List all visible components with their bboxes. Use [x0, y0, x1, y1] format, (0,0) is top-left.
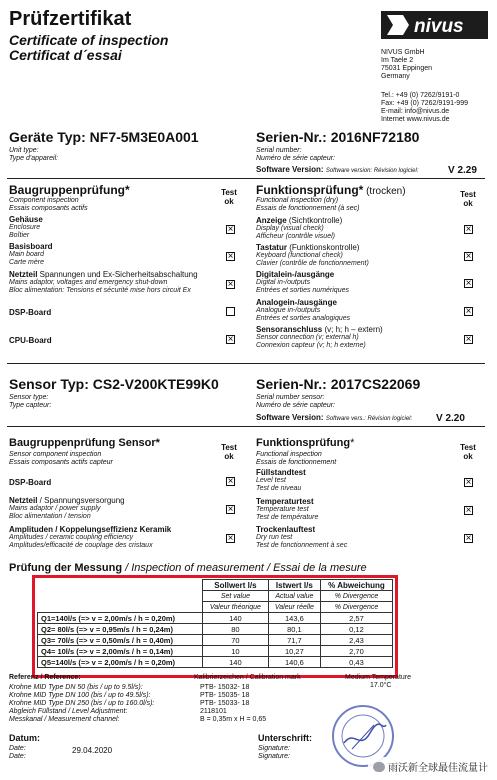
- function-item-digital: Digitalein-/ausgänge Digital in-/outputs Entrées et sorties numériques: [256, 270, 349, 294]
- checkbox-analogue[interactable]: [464, 307, 473, 316]
- assembly-test-header: Test ok: [221, 188, 237, 206]
- device-serial: Serien-Nr.: 2016NF72180: [256, 129, 420, 145]
- assembly-item-cpu: CPU-Board: [9, 336, 52, 345]
- checkbox-sensor-dsp[interactable]: [226, 477, 235, 486]
- watermark: 雨沃新全球最佳流量计: [368, 757, 493, 776]
- assembly-title: Baugruppenprüfung*: [9, 183, 130, 197]
- function-item-display: Anzeige (Sichtkontrolle) Display (visual check) Afficheur (contrôle visuel): [256, 216, 343, 240]
- col-header-set: Sollwert l/s: [203, 580, 269, 591]
- company-contact: Tel.: +49 (0) 7262/9191-0 Fax: +49 (0) 7262/9191-999 E-mail: info@nivus.de Internet www.nivus.de: [381, 92, 468, 123]
- device-serial-sub: Serial number: Numéro de série capteur:: [256, 147, 335, 162]
- function-sub: Functional inspection (dry) Essais de fonctionnement (à sec): [256, 197, 360, 212]
- checkbox-sensor-connection[interactable]: [464, 335, 473, 344]
- calibration-head: Kalibrierzeichen / Calibration mark: [194, 674, 301, 681]
- sensor-serial-sub: Serial number sensor: Numéro de série capteur:: [256, 394, 335, 409]
- device-type: Geräte Typ: NF7-5M3E0A001: [9, 129, 199, 145]
- checkbox-cpu[interactable]: [226, 335, 235, 344]
- measurement-title: Prüfung der Messung / Inspection of measurement / Essai de la mesure: [9, 562, 367, 574]
- reference-list: Krohne MID Type DN 50 (bis / up to 9.5l/s): Krohne MID Type DN 100 (bis / up to 49.5l/s): Krohne MID Type DN 250 (bis / up to 160.0l/s): Abgleich Füllstand / Level Adjustment: Messkanal / Measurement channel:: [9, 684, 155, 723]
- table-subheader-row: Set value Actual value % Divergence: [38, 591, 393, 602]
- sensor-assembly-item-power: Netzteil / Spannungsversorgung Mains adaptor / power supply Bloc alimentation / tension: [9, 496, 125, 520]
- checkbox-sensor-power[interactable]: [226, 505, 235, 514]
- checkbox-level-test[interactable]: [464, 478, 473, 487]
- checkbox-dsp[interactable]: [226, 307, 235, 316]
- signature-label: Unterschrift:: [258, 733, 313, 743]
- sensor-type: Sensor Typ: CS2-V200KTE99K0: [9, 376, 219, 392]
- sensor-assembly-sub: Sensor component inspection Essais composants actifs capteur: [9, 451, 113, 466]
- function-item-keyboard: Tastatur (Funktionskontrolle) Keyboard (functional check) Clavier (contrôle de fonctionnement): [256, 243, 369, 267]
- reference-head: Referenz / Reference:: [9, 674, 81, 681]
- highlight-frame: [32, 575, 398, 678]
- checkbox-power[interactable]: [226, 280, 235, 289]
- sensor-assembly-item-amplitudes: Amplituden / Koppelungseffizienz Keramik Amplitudes / ceramic coupling efficiency Amplitudes/efficacité de couplage des cristaux: [9, 525, 172, 549]
- function-test-header: Test ok: [460, 190, 476, 208]
- date-sub: Date: Date:: [9, 745, 26, 760]
- checkbox-sensor-amplitudes[interactable]: [226, 534, 235, 543]
- device-software: Software Version: Software version: Révision logiciel:: [256, 165, 419, 174]
- checkbox-enclosure[interactable]: [226, 225, 235, 234]
- calibration-list: PTB- 15032- 18 PTB- 15035- 18 PTB- 15033- 18 2118101 B = 0,35m x H = 0,65: [200, 684, 267, 723]
- assembly-item-mainboard: Basisboard Main board Carte mère: [9, 242, 53, 266]
- sensor-software-value: V 2.20: [436, 413, 465, 424]
- sensor-function-test-header: Test ok: [460, 443, 476, 461]
- title-fr: Certificat d´essai: [9, 47, 122, 63]
- table-row: Q1=140l/s (=> v = 2,00m/s / h = 0,20m) 140 143,6 2,57: [38, 613, 393, 624]
- sensor-software: Software Version: Software vers.: Révision logiciel:: [256, 413, 413, 422]
- assembly-item-power: Netzteil Spannungen und Ex-Sicherheitsabschaltung Mains adaptor, voltages and emergency shut-down Bloc alimentation: Tensions et sécurité mise hors circuit Ex: [9, 270, 198, 294]
- sensor-assembly-title: Baugruppenprüfung Sensor*: [9, 437, 160, 449]
- wechat-icon: [373, 762, 385, 772]
- assembly-sub: Component inspection Essais composants actifs: [9, 197, 88, 212]
- checkbox-digital[interactable]: [464, 279, 473, 288]
- checkbox-keyboard[interactable]: [464, 252, 473, 261]
- sensor-function-item-dryrun: Trockenlauftest Dry run test Test de fonctionnement à sec: [256, 525, 348, 549]
- title-de: Prüfzertifikat: [9, 8, 132, 30]
- table-row: Q2= 80l/s (=> v = 0,95m/s / h = 0,24m) 80 80,1 0,12: [38, 624, 393, 635]
- col-header-actual: Istwert l/s: [268, 580, 320, 591]
- title-en: Certificate of inspection: [9, 32, 169, 48]
- divider: [7, 178, 485, 179]
- assembly-item-enclosure: Gehäuse Enclosure Boîtier: [9, 215, 43, 239]
- device-type-sub: Unit type: Type d'appareil:: [9, 147, 59, 162]
- divider: [7, 363, 485, 364]
- sensor-assembly-item-dsp: DSP-Board: [9, 478, 52, 487]
- sensor-function-item-temperature: Temperaturtest Temperature test Test de température: [256, 497, 319, 521]
- checkbox-mainboard[interactable]: [226, 252, 235, 261]
- sensor-serial: Serien-Nr.: 2017CS22069: [256, 376, 421, 392]
- nivus-logo: [381, 11, 488, 39]
- temperature-value: 17.0°C: [370, 682, 392, 689]
- device-software-value: V 2.29: [448, 165, 477, 176]
- table-row: Q4= 10l/s (=> v = 2,00m/s / h = 0,14m) 10 10,27 2,70: [38, 646, 393, 657]
- signature-sub: Signature: Signature:: [258, 745, 290, 760]
- date-label: Datum:: [9, 733, 40, 743]
- sensor-type-sub: Sensor type: Type capteur:: [9, 394, 52, 409]
- function-item-analogue: Analogein-/ausgänge Analogue in-/outputs Entrées et sorties analogiques: [256, 298, 351, 322]
- logo-text: nivus: [414, 16, 464, 37]
- date-value: 29.04.2020: [72, 746, 113, 755]
- temperature-head: Medium Temperature: [345, 674, 412, 681]
- sensor-assembly-test-header: Test ok: [221, 443, 237, 461]
- checkbox-dryrun-test[interactable]: [464, 534, 473, 543]
- checkbox-display[interactable]: [464, 225, 473, 234]
- table-row: Q3= 70l/s (=> v = 0,50m/s / h = 0,40m) 70 71,7 2,43: [38, 635, 393, 646]
- sensor-function-sub: Functional inspection Essais de fonctionnement: [256, 451, 337, 466]
- checkbox-temperature-test[interactable]: [464, 506, 473, 515]
- col-header-dev: % Abweichung: [320, 580, 392, 591]
- company-address: NIVUS GmbH Im Taele 2 75031 Eppingen Germany: [381, 49, 432, 80]
- table-subheader-row: Valeur théorique Valeur réelle % Divergence: [38, 602, 393, 613]
- function-item-sensor-connection: Sensoranschluss (v; h; h – extern) Sensor connection (v; external h) Connexion capteur (v; h; h externe): [256, 325, 383, 349]
- divider: [7, 426, 485, 427]
- function-title: Funktionsprüfung* (trocken): [256, 183, 406, 197]
- sensor-function-item-level: Füllstandtest Level test Test de niveau: [256, 468, 306, 492]
- table-row: Q5=140l/s (=> v = 2,00m/s / h = 0,20m) 140 140,6 0,43: [38, 657, 393, 668]
- assembly-item-dsp: DSP-Board: [9, 308, 52, 317]
- sensor-function-title: Funktionsprüfung*: [256, 437, 355, 449]
